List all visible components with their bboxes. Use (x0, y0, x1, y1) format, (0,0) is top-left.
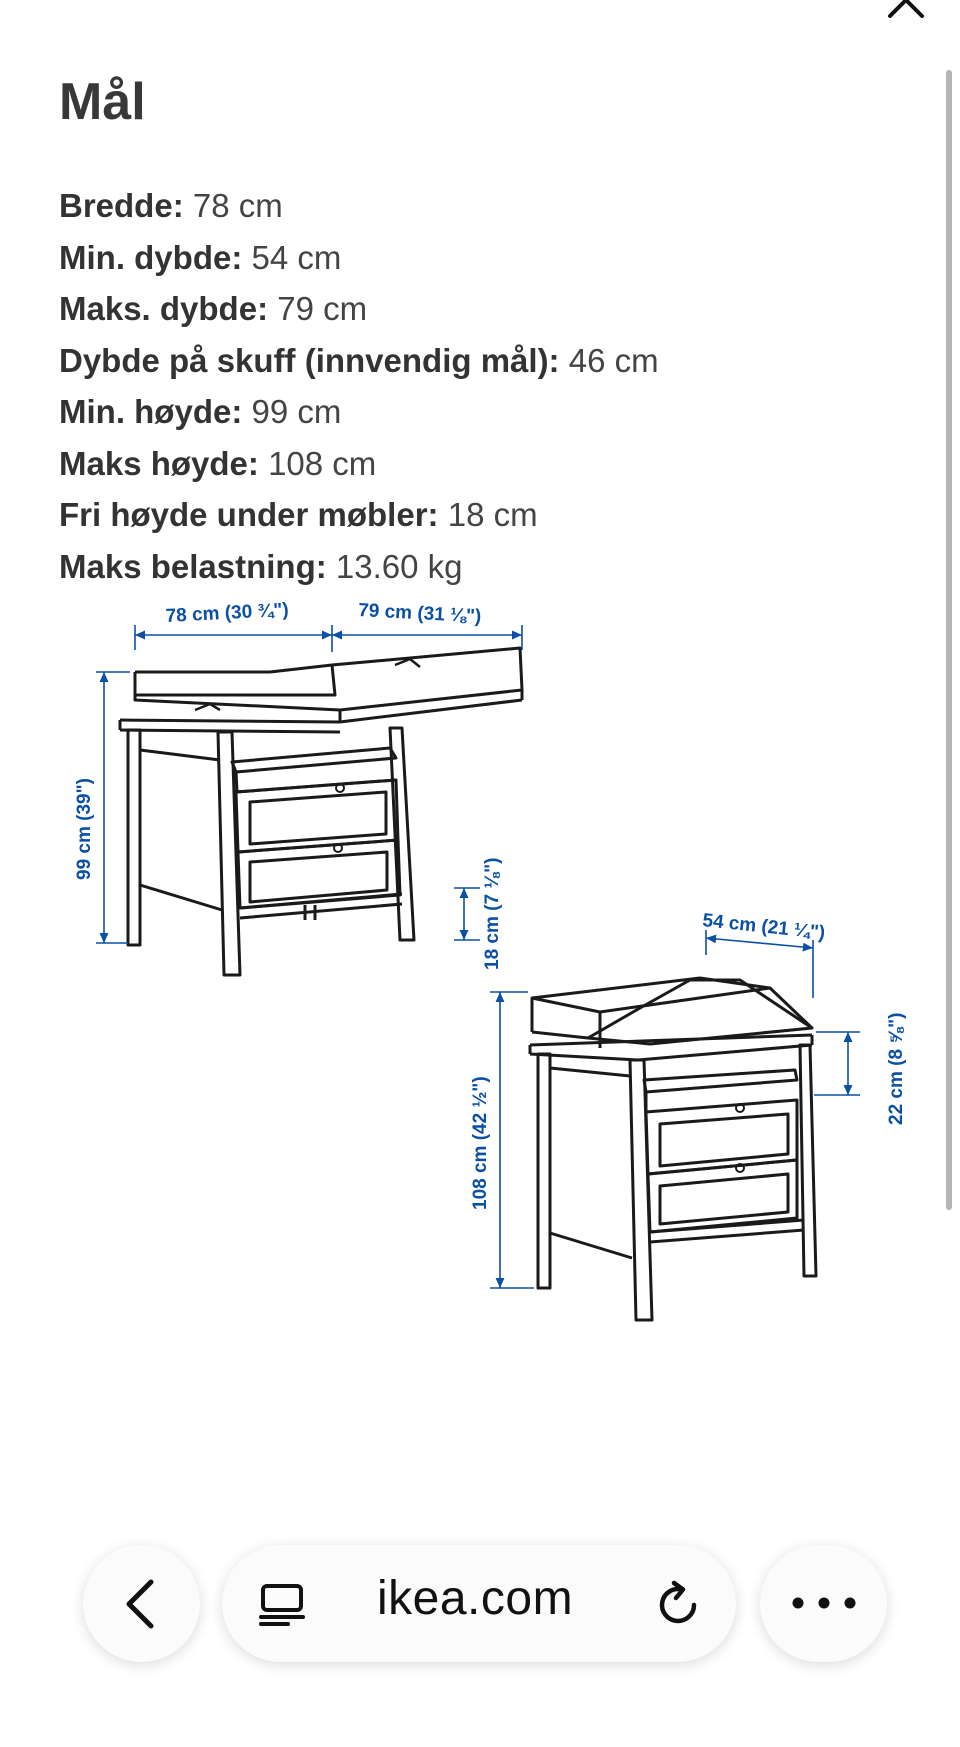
width-dimension-label: 78 cm (30 ¾") (165, 599, 290, 627)
browser-toolbar (0, 1530, 960, 1747)
spec-label: Dybde på skuff (innvendig mål): (59, 341, 560, 379)
back-button[interactable] (83, 1545, 200, 1662)
spec-value: 78 cm (192, 187, 283, 224)
dimension-drawing (40, 599, 920, 1500)
more-button[interactable] (760, 1545, 887, 1662)
clearance-dimension-label: 18 cm (7 ⅛") (482, 857, 503, 970)
address-bar[interactable] (222, 1545, 736, 1662)
spec-drawer-depth (59, 335, 659, 387)
spec-value: 108 cm (268, 444, 377, 482)
spec-label: Maks høyde: (59, 444, 259, 482)
spec-value: 99 cm (251, 393, 342, 430)
max-height-dimension-label: 108 cm (42 ½") (470, 1076, 491, 1210)
back-icon (121, 1578, 161, 1630)
close-icon[interactable] (886, 0, 926, 20)
furniture-open-view (120, 648, 522, 975)
spec-label: Bredde: (59, 187, 184, 224)
scrollbar[interactable] (946, 70, 952, 1210)
dimension-list (59, 180, 659, 592)
spec-max-height (59, 438, 659, 490)
min-height-dimension-label: 99 cm (39") (74, 778, 95, 880)
spec-label: Fri høyde under møbler: (59, 496, 439, 533)
reload-icon[interactable] (652, 1579, 704, 1631)
spec-label: Min. høyde: (59, 393, 243, 430)
spec-label: Min. dybde: (59, 238, 243, 276)
spec-value: 13.60 kg (335, 547, 463, 585)
tabs-icon[interactable] (258, 1583, 306, 1627)
spec-value: 46 cm (568, 341, 659, 379)
spec-value: 18 cm (447, 496, 538, 533)
url-text: ikea.com (377, 1572, 574, 1625)
spec-label: Maks. dybde: (59, 290, 269, 327)
spec-label: Maks belastning: (59, 547, 327, 585)
spec-clearance (59, 489, 659, 541)
spec-value: 79 cm (277, 290, 368, 327)
more-icon (790, 1595, 858, 1611)
furniture-closed-view (530, 978, 816, 1320)
min-depth-dimension-label: 54 cm (21 ¼") (701, 910, 827, 944)
spec-max-load (59, 541, 659, 593)
spec-value: 54 cm (251, 238, 342, 276)
max-depth-dimension-label: 79 cm (31 ⅛") (357, 600, 482, 628)
spec-min-depth (59, 232, 659, 284)
spec-min-height (59, 386, 659, 438)
page-title: Mål (59, 73, 146, 131)
dimension-diagram (40, 599, 920, 1500)
top-height-dimension-label: 22 cm (8 ⅝") (886, 1012, 907, 1125)
spec-width (59, 180, 659, 232)
spec-max-depth (59, 283, 659, 335)
